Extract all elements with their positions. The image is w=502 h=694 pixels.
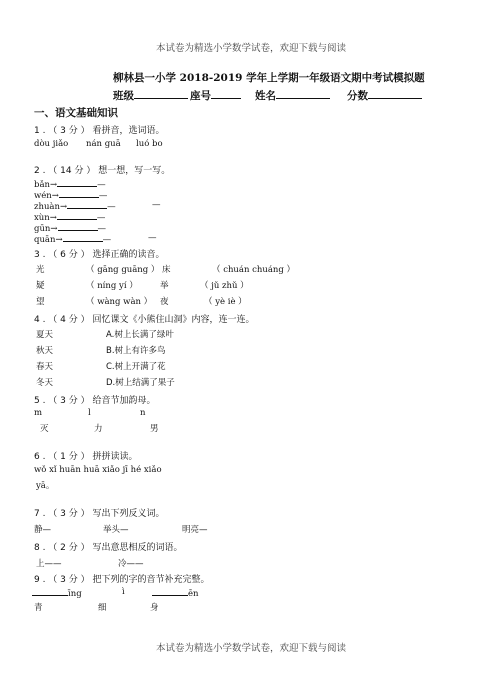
exam-title: 柳林县一小学 2018-2019 学年上学期一年级语文期中考试模拟题: [113, 72, 425, 84]
page-footer: 本试卷为精选小学数学试卷，欢迎下载与阅读: [155, 643, 346, 654]
question-6: 6 . （ 1 分 ） 拼拼读读。: [34, 452, 138, 462]
syllable-item: ì: [122, 587, 125, 597]
seat-field: [190, 88, 241, 103]
reading-choice[interactable]: （ wàng wàn ）: [86, 297, 153, 307]
write-row: xùn→ —: [34, 213, 106, 223]
char: 光: [36, 265, 45, 275]
pinyin-item: luó bo: [136, 139, 163, 149]
char: 望: [36, 297, 45, 307]
answer-blank[interactable]: [32, 587, 68, 596]
write-row: quān→ —: [34, 235, 112, 245]
question-3: 3 . （ 6 分 ） 选择正确的读音。: [34, 250, 165, 260]
page-header: 本试卷为精选小学数学试卷，欢迎下载与阅读: [155, 43, 346, 54]
question-8: 8 . （ 2 分 ） 写出意思相反的词语。: [34, 543, 183, 553]
season-item[interactable]: 冬天: [36, 378, 54, 388]
initial-letter: m: [34, 408, 43, 418]
char: 身: [150, 603, 159, 613]
write-row-tail: —: [152, 200, 161, 210]
write-row: gūn→ —: [34, 224, 107, 234]
score-blank[interactable]: [368, 89, 422, 99]
char: 男: [150, 424, 159, 434]
antonym-item[interactable]: 举头—: [103, 525, 129, 535]
answer-blank[interactable]: [57, 211, 97, 220]
question-2: 2 . （ 14 分 ） 想一想，写一写。: [34, 166, 171, 176]
char: 床: [162, 265, 171, 275]
pinyin-line: wǒ xǐ huān huā xiǎo jī hé xiǎo: [34, 465, 162, 475]
write-row: wén→ —: [34, 191, 108, 201]
pinyin-item: dòu jiǎo: [34, 139, 69, 149]
question-9: 9 . （ 3 分 ） 把下列的字的音节补充完整。: [34, 575, 210, 585]
pinyin-line: yā。: [36, 481, 55, 491]
char: 灭: [40, 424, 49, 434]
answer-blank[interactable]: [57, 178, 97, 187]
char: 疑: [36, 281, 45, 291]
answer-blank[interactable]: [152, 587, 188, 596]
answer-blank[interactable]: [59, 189, 99, 198]
write-row: zhuàn→ —: [34, 202, 116, 212]
initial-letter: n: [140, 408, 146, 418]
antonym-item[interactable]: 明亮—: [182, 525, 208, 535]
question-7: 7 . （ 3 分 ） 写出下列反义词。: [34, 509, 165, 519]
question-5: 5 . （ 3 分 ） 给音节加韵母。: [34, 396, 156, 406]
class-blank[interactable]: [134, 89, 188, 99]
opposite-item[interactable]: 上——: [36, 559, 62, 569]
season-item[interactable]: 夏天: [36, 330, 54, 340]
season-item[interactable]: 秋天: [36, 346, 54, 356]
reading-choice[interactable]: （ yè iè ）: [204, 297, 247, 307]
question-4: 4 . （ 4 分 ） 回忆课文《小熊住山洞》内容，连一连。: [34, 315, 255, 325]
write-row-tail: —: [148, 233, 157, 243]
name-label: 姓名: [255, 90, 276, 102]
reading-choice[interactable]: （ chuán chuáng ）: [212, 265, 296, 275]
char: 细: [98, 603, 107, 613]
char: 力: [94, 424, 103, 434]
write-row: bǎn→ —: [34, 180, 106, 190]
pinyin-item: nán guā: [86, 139, 121, 149]
initial-letter: l: [88, 408, 91, 418]
score-label: 分数: [347, 90, 368, 102]
match-option[interactable]: C.树上开满了花: [106, 362, 166, 372]
opposite-item[interactable]: 冷——: [118, 559, 144, 569]
answer-blank[interactable]: [58, 222, 98, 231]
answer-blank[interactable]: [63, 233, 103, 242]
match-option[interactable]: B.树上有许多鸟: [106, 346, 166, 356]
season-item[interactable]: 春天: [36, 362, 54, 372]
answer-blank[interactable]: [67, 200, 107, 209]
name-field: [255, 88, 330, 103]
syllable-item: ēn: [152, 587, 199, 599]
reading-choice[interactable]: （ jǔ zhǔ ）: [200, 281, 249, 291]
antonym-item[interactable]: 静—: [34, 525, 52, 535]
match-option[interactable]: D.树上结满了果子: [106, 378, 175, 388]
match-option[interactable]: A.树上长满了绿叶: [106, 330, 174, 340]
score-field: [347, 88, 422, 103]
question-1: 1 . （ 3 分 ） 看拼音，选词语。: [34, 126, 165, 136]
reading-choice[interactable]: （ níng yí ）: [86, 281, 138, 291]
seat-label: 座号: [190, 90, 211, 102]
syllable-item: īng: [32, 587, 82, 599]
section-title: 一、语文基础知识: [34, 107, 118, 119]
name-blank[interactable]: [276, 89, 330, 99]
class-label: 班级: [113, 90, 134, 102]
char: 夜: [160, 297, 169, 307]
reading-choice[interactable]: （ gāng guāng ）: [86, 265, 160, 275]
class-field: [113, 88, 188, 103]
char: 青: [34, 603, 43, 613]
seat-blank[interactable]: [211, 89, 241, 99]
char: 举: [160, 281, 169, 291]
